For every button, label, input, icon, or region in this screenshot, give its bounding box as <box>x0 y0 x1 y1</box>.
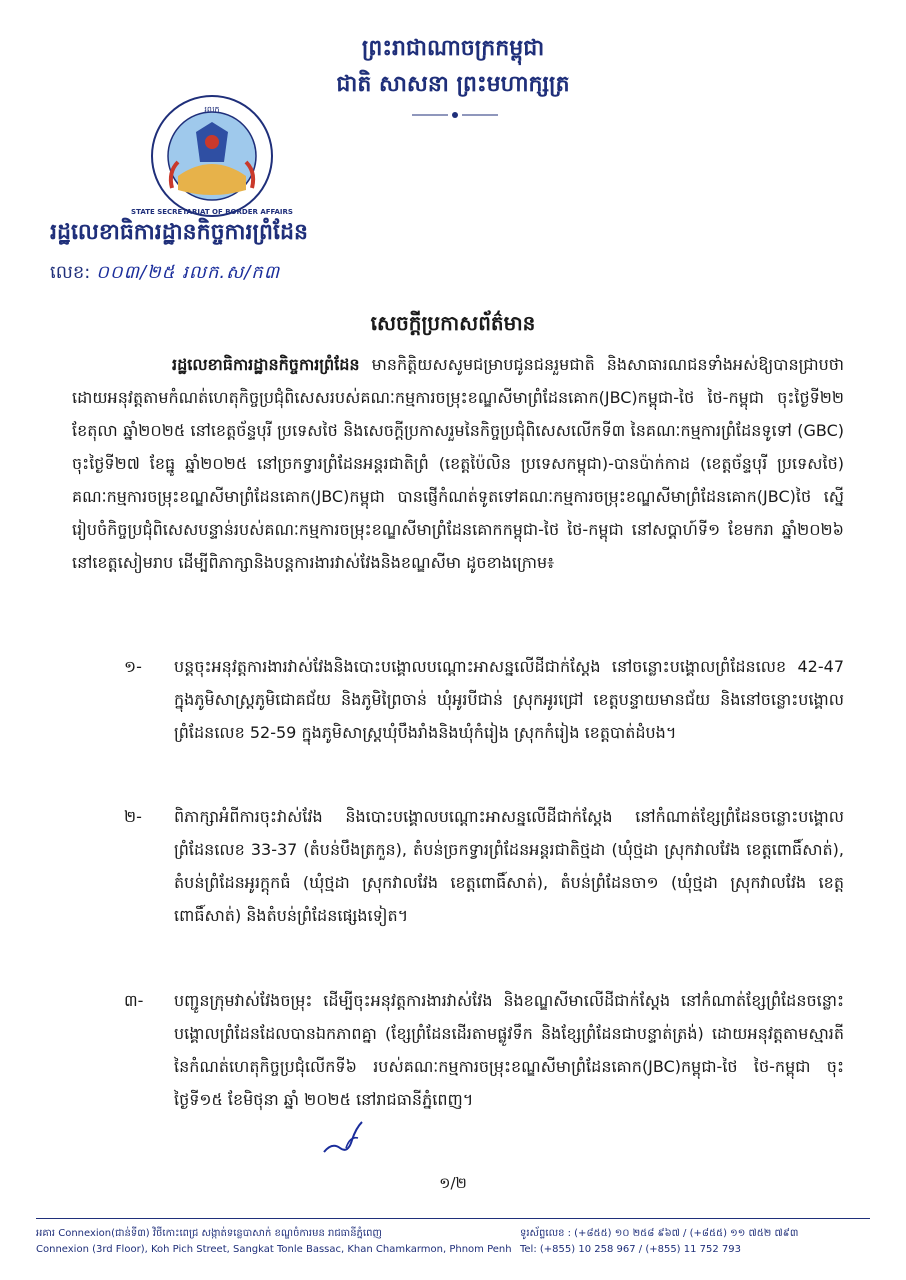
footer-address <box>36 1226 512 1258</box>
item-number: ៣- <box>124 991 144 1010</box>
list-item <box>124 984 844 1116</box>
page-number: ១/២ <box>439 1174 467 1192</box>
item-text: បន្តចុះអនុវត្តការងារវាស់វែងនិងបោះបង្គោលបណ្តោះអាសន្នលើដីជាក់ស្តែង នៅចន្លោះបង្គោលព្រំដែនលេខ 42-47 ក្នុងភូមិសាស្ត្រភូមិជោគជ័យ និងភូមិព្រៃចាន់ ឃុំអូរបីជាន់ ស្រុកអូរជ្រៅ ខេត្តបន្ទាយមានជ័យ និងនៅចន្លោះបង្គោលព្រំដែនលេខ 52-59 ក្នុងភូមិសាស្ត្រឃុំបឹងរាំងនិងឃុំកំរៀង ស្រុកកំរៀង ខេត្តបាត់ដំបង។ <box>174 657 844 742</box>
item-text: បញ្ជូនក្រុមវាស់វែងចម្រុះ ដើម្បីចុះអនុវត្តការងារវាស់វែង និងខណ្ឌសីមាលើដីជាក់ស្តែង នៅកំណាត់ខ្សែព្រំដែនចន្លោះបង្គោលព្រំដែនដែលបានឯកភាពគ្នា (ខ្សែព្រំដែនដើរតាមផ្លូវទឹក និងខ្សែព្រំដែនជាបន្ទាត់ត្រង់) ដោយអនុវត្តតាមស្មារតីនៃកំណត់ហេតុកិច្ចប្រជុំលើកទី៦ របស់គណៈកម្មការចម្រុះខណ្ឌសីមាព្រំដែនគោក(JBC)កម្ពុជា-ថៃ ថៃ-កម្ពុជា ចុះថ្ងៃទី១៥ ខែមិថុនា ឆ្នាំ ២០២៥ នៅរាជធានីភ្នំពេញ។ <box>174 991 844 1109</box>
initial-signature <box>318 1118 368 1158</box>
reference-number <box>50 260 280 287</box>
ministry-name: រដ្ឋលេខាធិការដ្ឋានកិច្ចការព្រំដែន <box>50 220 308 245</box>
ornament-divider <box>410 108 500 122</box>
footer-phone <box>520 1226 798 1258</box>
phone-english: Tel: (+855) 10 258 967 / (+855) 11 752 793 <box>520 1244 742 1255</box>
address-khmer: អគារ Connexion(ជាន់ទី៣) វិថីកោះពេជ្រ សង្កាត់ទន្លេបាសាក់ ខណ្ឌចំការមន រាជធានីភ្នំពេញ <box>36 1228 382 1239</box>
item-number: ១- <box>124 657 142 676</box>
list-item <box>124 800 844 932</box>
document-title: សេចក្តីប្រកាសព័ត៌មាន <box>370 311 536 335</box>
reference-value: ០០៣/២៥ រលក.ស/ក៣ <box>96 262 281 283</box>
state-secretariat-logo <box>131 92 293 220</box>
kingdom-heading: ព្រះរាជាណាចក្រកម្ពុជា <box>361 36 545 61</box>
national-motto: ជាតិ សាសនា ព្រះមហាក្សត្រ <box>336 72 570 97</box>
address-english: Connexion (3rd Floor), Koh Pich Street, Sangkat Tonle Bassac, Khan Chamkarmon, Phnom Penh <box>36 1244 512 1255</box>
logo-caption: STATE SECRETARIAT OF BORDER AFFAIRS <box>131 208 293 216</box>
intro-lead: រដ្ឋលេខាធិការដ្ឋានកិច្ចការព្រំដែន <box>172 355 360 374</box>
reference-label: លេខ: <box>50 262 91 283</box>
item-text: ពិភាក្សាអំពីការចុះវាស់វែង និងបោះបង្គោលបណ្តោះអាសន្នលើដីជាក់ស្តែង នៅកំណាត់ខ្សែព្រំដែនចន្លោះបង្គោលព្រំដែនលេខ 33-37 (តំបន់បឹងត្រកួន), តំបន់ច្រកទ្វារព្រំដែនអន្តរជាតិថ្មដា (ឃុំថ្មដា ស្រុកវាលវែង ខេត្តពោធិ៍សាត់), តំបន់ព្រំដែនអូរក្តុកធំ (ឃុំថ្មដា ស្រុកវាលវែង ខេត្តពោធិ៍សាត់), តំបន់ព្រំដែនចា១ (ឃុំថ្មដា ស្រុកវាលវែង ខេត្តពោធិ៍សាត់) និងតំបន់ព្រំដែនផ្សេងទៀត។ <box>174 807 844 925</box>
intro-body: មានកិត្តិយសសូមជម្រាបជូនជនរួមជាតិ និងសាធារណជនទាំងអស់ឱ្យបានជ្រាបថា ដោយអនុវត្តតាមកំណត់ហេតុកិច្ចប្រជុំពិសេសរបស់គណៈកម្មការចម្រុះខណ្ឌសីមាព្រំដែនគោក(JBC)កម្ពុជា-ថៃ ថៃ-កម្ពុជា ចុះថ្ងៃទី២២ ខែតុលា ឆ្នាំ២០២៥ នៅខេត្តច័ន្ទបុរី ប្រទេសថៃ និងសេចក្តីប្រកាសរួមនៃកិច្ចប្រជុំពិសេសលើកទី៣ នៃគណៈកម្មការព្រំដែនទូទៅ (GBC) ចុះថ្ងៃទី២៧ ខែធ្នូ ឆ្នាំ២០២៥ នៅច្រកទ្វារព្រំដែនអន្តរជាតិព្រំ (ខេត្តប៉ៃលិន ប្រទេសកម្ពុជា)-បានប៉ាក់កាដ (ខេត្តច័ន្ទបុរី ប្រទេសថៃ) គណៈកម្មការចម្រុះខណ្ឌសីមាព្រំដែនគោក(JBC)កម្ពុជា បានផ្ញើកំណត់ទូតទៅគណៈកម្មការចម្រុះខណ្ឌសីមាព្រំដែនគោក(JBC)ថៃ ស្នើរៀបចំកិច្ចប្រជុំពិសេសបន្ទាន់របស់គណៈកម្មការចម្រុះខណ្ឌសីមាព្រំដែនគោកកម្ពុជា-ថៃ ថៃ-កម្ពុជា នៅសប្តាហ៍ទី១ ខែមករា ឆ្នាំ២០២៦ នៅខេត្តសៀមរាប ដើម្បីពិភាក្សានិងបន្តការងារវាស់វែងនិងខណ្ឌសីមា ដូចខាងក្រោម៖ <box>72 355 844 572</box>
intro-paragraph <box>72 348 844 579</box>
footer-divider <box>36 1218 870 1219</box>
phone-khmer: ទូរស័ព្ទលេខ : (+៨៥៥) ១០ ២៥៨ ៩៦៧ / (+៨៥៥) ១១ ៧៥២ ៧៩៣ <box>520 1228 799 1239</box>
logo-abbr: រលក <box>204 105 220 114</box>
item-number: ២- <box>124 807 142 826</box>
list-item <box>124 650 844 749</box>
